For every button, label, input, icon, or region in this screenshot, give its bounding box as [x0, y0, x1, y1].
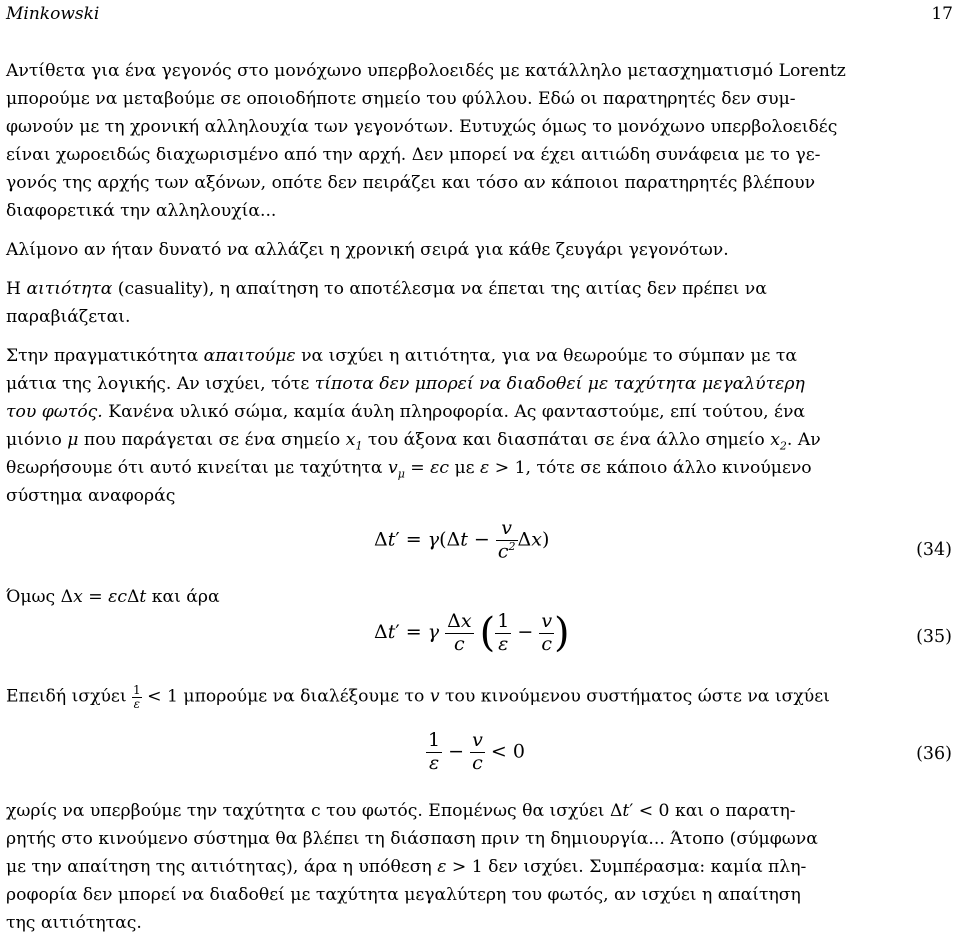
epeidi-line: Επειδή ισχύει $\frac{1}{\varepsilon}$ < 1 μπορούμε να διαλέξουμε το v του κινούμενου συστήματος ώστε να ισχύει: [6, 683, 830, 711]
p4-line1: Στην πραγματικότητα απαιτούμε να ισχύει η αιτιότητα, για να θεωρούμε το σύμπαν με τα: [6, 346, 798, 366]
p4-line2: μάτια της λογικής. Αν ισχύει, τότε τίποτα δεν μπορεί να διαδοθεί με ταχύτητα μεγαλύτερη: [6, 374, 805, 394]
p3-line1: Η αιτιότητα (casuality), η απαίτηση το αποτέλεσμα να έπεται της αιτίας δεν πρέπει να: [6, 279, 767, 299]
p1-line3: φωνούν με τη χρονική αλληλουχία των γεγονότων. Ευτυχώς όμως το μονόχωνο υπερβολοειδές: [6, 117, 838, 137]
p4-line5: θεωρήσουμε ότι αυτό κινείται με ταχύτητα $v_\mu = \varepsilon c$ με ε > 1, τότε σε κάποιο άλλο κινούμενο: [6, 458, 812, 481]
p3-line2: παραβιάζεται.: [6, 307, 131, 327]
p1-line4: είναι χωροειδώς διαχωρισμένο από την αρχή. Δεν μπορεί να έχει αιτιώδη συνάφεια με το γε-: [6, 145, 821, 165]
p4-line4: μιόνιο μ που παράγεται σε ένα σημείο $x_1$ του άξονα και διασπάται σε ένα άλλο σημείο $x_2$. Αν: [6, 430, 821, 453]
equation-35: Δt′ = γ $\frac{\Delta x}{c}$ ( $\frac{1}{\varepsilon}$ − $\frac{v}{c}$ ): [374, 609, 570, 656]
equation-34-number: (34): [916, 540, 952, 560]
p1-line1: Αντίθετα για ένα γεγονός στο μονόχωνο υπερβολοειδές με κατάλληλο μετασχηματισμό Lorentz: [6, 61, 846, 81]
final-line2: ρητής στο κινούμενο σύστημα θα βλέπει τη διάσπαση πριν τη δημιουργία... Άτοπο (σύμφωνα: [6, 829, 818, 849]
p4-line6: σύστημα αναφοράς: [6, 486, 176, 506]
p2-line1: Αλίμονο αν ήταν δυνατό να αλλάζει η χρονική σειρά για κάθε ζευγάρι γεγονότων.: [6, 240, 729, 260]
omos-line: Όμως Δx = εcΔt και άρα: [6, 587, 220, 607]
equation-36-number: (36): [916, 744, 952, 764]
equation-36: $\frac{1}{\varepsilon}$ − $\frac{v}{c}$ < 0: [428, 729, 525, 774]
page-number: 17: [931, 4, 953, 24]
p1-line2: μπορούμε να μεταβούμε σε οποιοδήποτε σημείο του φύλλου. Εδώ οι παρατηρητές δεν συμ-: [6, 89, 796, 109]
final-line4: ροφορία δεν μπορεί να διαδοθεί με ταχύτητα μεγαλύτερη του φωτός, αν ισχύει η απαίτηση: [6, 885, 801, 905]
final-line5: της αιτιότητας.: [6, 913, 142, 933]
p1-line6: διαφορετικά την αλληλουχία...: [6, 201, 277, 221]
p1-line5: γονός της αρχής των αξόνων, οπότε δεν πειράζει και τόσο αν κάποιοι παρατηρητές βλέπουν: [6, 173, 816, 193]
final-line3: με την απαίτηση της αιτιότητας), άρα η υπόθεση ε > 1 δεν ισχύει. Συμπέρασμα: καμία πλη-: [6, 857, 807, 877]
running-header: Minkowski: [6, 4, 100, 24]
equation-35-number: (35): [916, 627, 952, 647]
final-line1: χωρίς να υπερβούμε την ταχύτητα c του φωτός. Επομένως θα ισχύει Δt′ < 0 και ο παρατη-: [6, 801, 796, 821]
p4-line3: του φωτός. Κανένα υλικό σώμα, καμία άυλη πληροφορία. Ας φανταστούμε, επί τούτου, ένα: [6, 402, 806, 422]
equation-34: Δt′ = γ(Δt − $\frac{v}{c^2}$ Δx): [374, 517, 550, 563]
